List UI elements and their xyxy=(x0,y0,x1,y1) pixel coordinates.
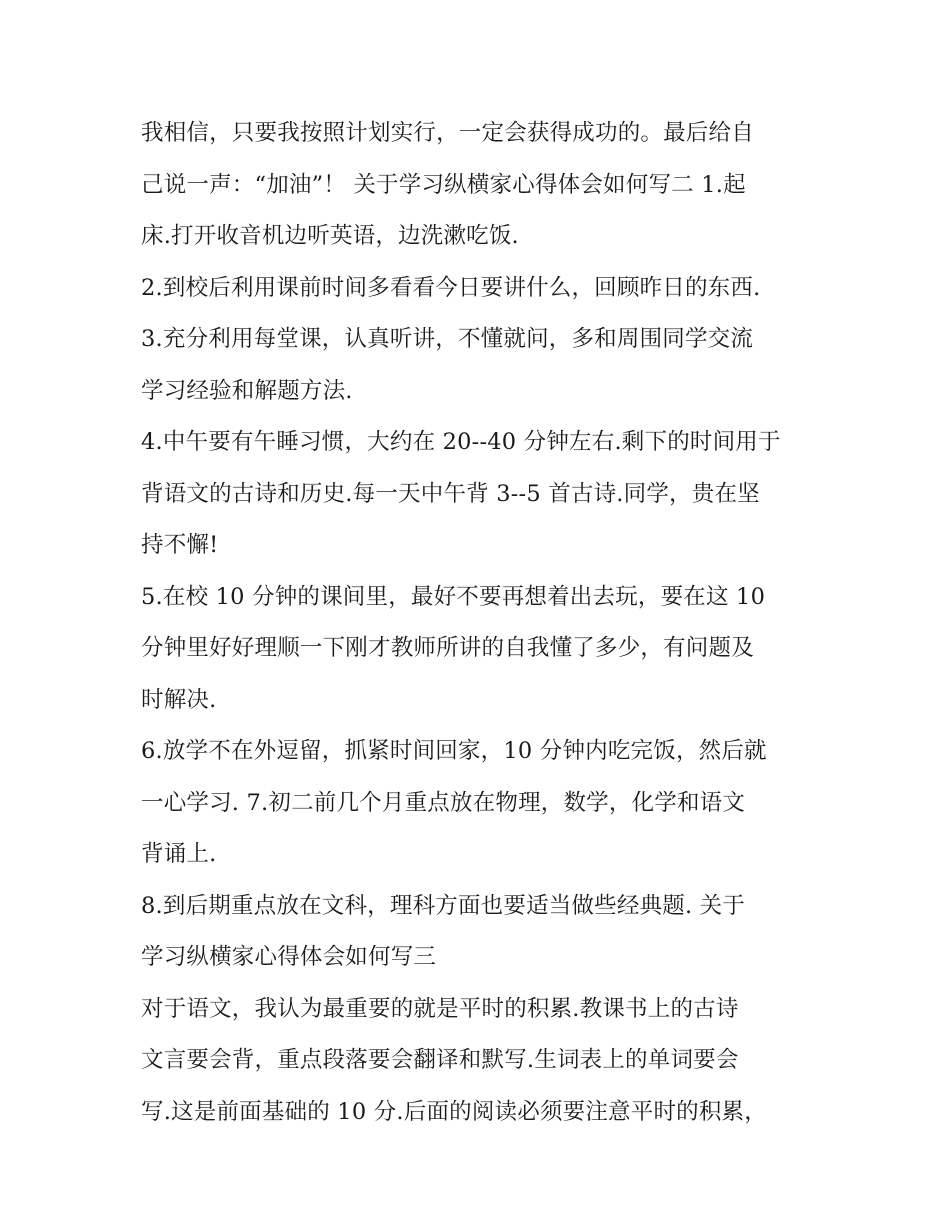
text-line: 己说一声：“加油”！ 关于学习纵横家心得体会如何写二 1.起 xyxy=(141,171,746,198)
text-line: 学习纵横家心得体会如何写三 xyxy=(141,944,437,970)
text-line: 一心学习. 7.初二前几个月重点放在物理，数学，化学和语文 xyxy=(141,789,746,816)
text-line: 分钟里好好理顺一下刚才教师所讲的自我懂了多少，有问题及 xyxy=(141,635,754,661)
text-line: 背诵上. xyxy=(141,841,217,867)
text-line: 6.放学不在外逗留，抓紧时间回家，10 分钟内吃完饭，然后就 xyxy=(141,738,767,764)
text-line: 5.在校 10 分钟的课间里，最好不要再想着出去玩，要在这 10 xyxy=(141,583,766,610)
body-text xyxy=(141,108,821,1138)
text-line: 3.充分利用每堂课，认真听讲，不懂就问，多和周围同学交流 xyxy=(141,326,754,352)
text-line: 写.这是前面基础的 10 分.后面的阅读必须要注意平时的积累， xyxy=(141,1098,767,1125)
text-line: 背语文的古诗和历史.每一天中午背 3--5 首古诗.同学，贵在坚 xyxy=(141,480,760,507)
text-line: 我相信，只要我按照计划实行，一定会获得成功的。最后给自 xyxy=(141,120,754,146)
text-line: 4.中午要有午睡习惯，大约在 20--40 分钟左右.剩下的时间用于 xyxy=(141,429,781,455)
text-line: 8.到后期重点放在文科，理科方面也要适当做些经典题. 关于 xyxy=(141,892,746,919)
text-line: 对于语文，我认为最重要的就是平时的积累.教课书上的古诗 xyxy=(141,995,739,1022)
text-line: 床.打开收音机边听英语，边洗漱吃饭. xyxy=(141,223,519,249)
text-line: 学习经验和解题方法. xyxy=(141,377,353,404)
text-line: 2.到校后利用课前时间多看看今日要讲什么，回顾昨日的东西. xyxy=(141,274,761,301)
text-line: 持不懈! xyxy=(141,532,219,558)
text-line: 时解决. xyxy=(141,686,217,713)
text-line: 文言要会背，重点段落要会翻译和默写.生词表上的单词要会 xyxy=(141,1047,739,1073)
